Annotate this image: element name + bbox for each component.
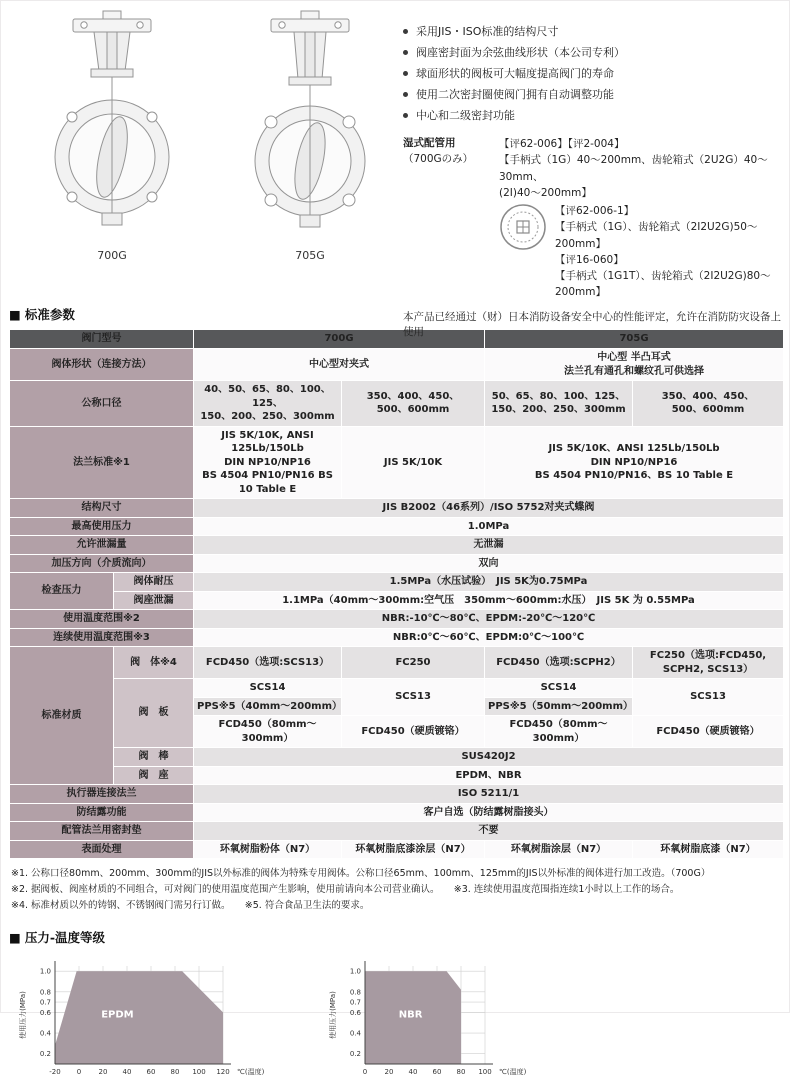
cell-surface-a: 环氧树脂粉体（N7） [194, 840, 342, 859]
wet-piping-label [403, 136, 499, 301]
table-row [10, 840, 784, 859]
feature-column [403, 21, 783, 341]
section-bullet-icon: ■ [9, 307, 21, 322]
table-row [10, 591, 784, 610]
cell-material-label: 标准材质 [10, 647, 114, 785]
svg-text:℃(温度): ℃(温度) [237, 1068, 265, 1077]
svg-text:0.4: 0.4 [349, 1030, 361, 1039]
bullet-icon [403, 92, 408, 97]
wet-piping-line: (2I)40～200mm】 [499, 186, 592, 199]
svg-text:使用压力(MPa): 使用压力(MPa) [329, 991, 337, 1040]
feature-text: 中心和二级密封功能 [416, 109, 515, 122]
cell-test-v1: 1.5MPa（水压试验） JIS 5K为0.75MPa [194, 573, 784, 592]
cell-leakage-label: 允许泄漏量 [10, 536, 194, 555]
feature-item [403, 105, 783, 126]
svg-text:100: 100 [192, 1068, 206, 1077]
svg-text:℃(温度): ℃(温度) [499, 1068, 527, 1077]
bullet-icon [403, 50, 408, 55]
valve-illustration-705g [235, 9, 385, 247]
feature-text: 球面形状的阀板可大幅度提高阀门的寿命 [416, 67, 614, 80]
table-row [10, 803, 784, 822]
cell-material-body-c: FCD450（选项:SCPH2） [485, 647, 633, 679]
cell-material-body-sub: 阀 体※4 [114, 647, 194, 679]
svg-text:0.8: 0.8 [39, 988, 51, 997]
cell-test-sub2: 阀座泄漏 [114, 591, 194, 610]
cell-material-seat-value: EPDM、NBR [194, 766, 784, 785]
cell-surface-c: 环氧树脂涂层（N7） [485, 840, 633, 859]
cell-surface-d: 环氧树脂底漆（N7） [633, 840, 784, 859]
cell-dims-label: 结构尺寸 [10, 499, 194, 518]
wet-piping-subtitle: （700Gのみ） [403, 152, 474, 165]
cell-material-disc-b3: FCD450（硬质镀铬） [342, 716, 485, 748]
cell-test-sub1: 阀体耐压 [114, 573, 194, 592]
feature-item [403, 42, 783, 63]
cell-material-stem-sub: 阀 棒 [114, 748, 194, 767]
chart-nbr [321, 952, 549, 1088]
feature-item [403, 84, 783, 105]
footnotes [11, 866, 779, 914]
table-row [10, 349, 784, 381]
feature-text: 使用二次密封圈使阀门拥有自动调整功能 [416, 88, 614, 101]
cell-model-label: 阀门型号 [10, 330, 194, 349]
table-row [10, 766, 784, 785]
cell-bore-d: 350、400、450、 500、600mm [633, 381, 784, 427]
cell-temp-label: 使用温度范围※2 [10, 610, 194, 629]
table-row [10, 610, 784, 629]
section-title-text: 压力-温度等级 [24, 930, 106, 946]
cell-material-disc-d12: SCS13 [633, 679, 784, 716]
svg-text:使用压力(MPa): 使用压力(MPa) [19, 991, 27, 1040]
wet-piping-indented-lines [555, 203, 783, 301]
svg-text:-20: -20 [49, 1068, 61, 1077]
bullet-icon [403, 113, 408, 118]
section-title-text: 标准参数 [24, 307, 75, 322]
cell-bore-b: 350、400、450、 500、600mm [342, 381, 485, 427]
cell-material-disc-a2: PPS※5（40mm～200mm） [194, 697, 342, 716]
svg-text:0.8: 0.8 [349, 988, 361, 997]
valve-caption-705g: 705G [295, 249, 325, 262]
svg-text:EPDM: EPDM [101, 1010, 134, 1022]
table-row [10, 426, 784, 499]
cell-leakage-value: 无泄漏 [194, 536, 784, 555]
valve-figures [37, 9, 385, 262]
table-row [10, 785, 784, 804]
svg-text:0.7: 0.7 [39, 999, 51, 1008]
cell-test-v2: 1.1MPa（40mm～300mm:空气压 350mm～600mm:水压） JIS 5K 为 0.55MPa [194, 591, 784, 610]
valve-figure-705g [235, 9, 385, 262]
cell-tempcont-value: NBR:0℃～60℃、EPDM:0℃～100℃ [194, 628, 784, 647]
spec-table [9, 329, 784, 859]
cell-actuatorflange-value: ISO 5211/1 [194, 785, 784, 804]
wet-piping-line: 【评16-060】 [555, 253, 624, 266]
cell-material-disc-b12: SCS13 [342, 679, 485, 716]
cell-dims-value: JIS B2002（46系列）/ISO 5752对夹式蝶阀 [194, 499, 784, 518]
table-row [10, 381, 784, 427]
cell-material-disc-a3: FCD450（80mm～300mm） [194, 716, 342, 748]
cell-direction-label: 加压方向（介质流向） [10, 554, 194, 573]
wet-piping-line: 【手柄式（1G）、齿轮箱式（2I2U2G)50～200mm】 [555, 221, 758, 250]
svg-text:20: 20 [384, 1068, 394, 1077]
table-row [10, 647, 784, 679]
cell-anticondensation-label: 防结露功能 [10, 803, 194, 822]
cell-maxpressure-value: 1.0MPa [194, 517, 784, 536]
cell-bore-c: 50、65、80、100、125、 150、200、250、300mm [485, 381, 633, 427]
svg-text:100: 100 [478, 1068, 492, 1077]
valve-figure-700g [37, 9, 187, 262]
bullet-icon [403, 29, 408, 34]
cell-surface-b: 环氧树脂底漆涂层（N7） [342, 840, 485, 859]
cell-shape-label: 阀体形状（连接方法） [10, 349, 194, 381]
feature-text: 阀座密封面为余弦曲线形状（本公司专利） [416, 46, 625, 59]
cell-bore-label: 公称口径 [10, 381, 194, 427]
feature-item [403, 63, 783, 84]
cell-temp-value: NBR:-10℃～80℃、EPDM:-20℃～120℃ [194, 610, 784, 629]
certification-row [499, 203, 783, 301]
cell-gasket-value: 不要 [194, 822, 784, 841]
svg-text:0.7: 0.7 [349, 999, 361, 1008]
feature-item [403, 21, 783, 42]
cell-flange-label: 法兰标准※1 [10, 426, 194, 499]
table-row [10, 536, 784, 555]
feature-list [403, 21, 783, 126]
svg-text:NBR: NBR [398, 1010, 423, 1022]
cell-flange-b: JIS 5K/10K [342, 426, 485, 499]
footnote: ※1. 公称口径80mm、200mm、300mm的JIS以外标准的阀体为特殊专用阀体。公称口径65mm、100mm、125mm的JIS以外标准的阀体进行加工改造。（700G） [11, 868, 711, 879]
footnote: ※4. 标准材质以外的铸钢、不锈钢阀门需另行订做。 ※5. 符合食品卫生法的要求。 [11, 900, 370, 912]
cell-flange-a: JIS 5K/10K, ANSI 125Lb/150Lb DIN NP10/NP16 BS 4504 PN10/PN16 BS 10 Table E [194, 426, 342, 499]
table-row [10, 573, 784, 592]
wet-piping-line: 【评62-006】【评2-004】 [499, 138, 625, 150]
wet-piping-line: 【评62-006-1】 [555, 205, 635, 218]
svg-text:0.4: 0.4 [39, 1030, 51, 1039]
cell-model-700g: 700G [194, 330, 485, 349]
valve-illustration-700g [37, 9, 187, 247]
svg-text:80: 80 [456, 1068, 466, 1077]
svg-text:20: 20 [98, 1068, 108, 1077]
svg-text:0.6: 0.6 [39, 1009, 51, 1018]
table-row [10, 748, 784, 767]
certification-note: 本产品已经通过（财）日本消防设备安全中心的性能评定，允许在消防防灾设备上使用 [403, 310, 781, 339]
cell-material-disc-c2: PPS※5（50mm～200mm） [485, 697, 633, 716]
cell-material-disc-c1: SCS14 [485, 679, 633, 698]
cell-maxpressure-label: 最高使用压力 [10, 517, 194, 536]
cell-test-label: 检查压力 [10, 573, 114, 610]
cell-material-seat-sub: 阀 座 [114, 766, 194, 785]
wet-piping-block [403, 136, 783, 301]
svg-text:40: 40 [122, 1068, 132, 1077]
svg-text:80: 80 [170, 1068, 180, 1077]
cell-material-body-a: FCD450（选项:SCS13） [194, 647, 342, 679]
cell-flange-705g: JIS 5K/10K、ANSI 125Lb/150Lb DIN NP10/NP16 BS 4504 PN10/PN16、BS 10 Table E [485, 426, 784, 499]
cell-model-705g: 705G [485, 330, 784, 349]
cell-material-disc-d3: FCD450（硬质镀铬） [633, 716, 784, 748]
svg-text:0.2: 0.2 [39, 1050, 51, 1059]
cell-bore-a: 40、50、65、80、100、125、 150、200、250、300mm [194, 381, 342, 427]
cell-material-disc-a1: SCS14 [194, 679, 342, 698]
cell-shape-700g: 中心型对夹式 [194, 349, 485, 381]
svg-text:0.2: 0.2 [349, 1050, 361, 1059]
cell-anticondensation-value: 客户自选（防结露树脂接头） [194, 803, 784, 822]
wet-piping-lines [499, 136, 783, 301]
cell-material-disc-sub: 阀 板 [114, 679, 194, 748]
table-row [10, 554, 784, 573]
wet-piping-title: 湿式配管用 [403, 137, 456, 149]
wet-piping-line: 【手柄式（1G）40～200mm、齿轮箱式（2U2G）40～30mm、 [499, 154, 768, 183]
cell-surface-label: 表面处理 [10, 840, 194, 859]
table-row [10, 517, 784, 536]
table-row [10, 499, 784, 518]
wet-piping-line: 【手柄式（1G1T）、齿轮箱式（2I2U2G)80～200mm】 [555, 270, 771, 299]
section-bullet-icon: ■ [9, 930, 21, 946]
feature-text: 采用JIS・ISO标准的结构尺寸 [416, 25, 559, 38]
cell-tempcont-label: 连续使用温度范围※3 [10, 628, 194, 647]
svg-text:60: 60 [146, 1068, 156, 1077]
cell-material-stem-value: SUS420J2 [194, 748, 784, 767]
table-row [10, 679, 784, 698]
valve-caption-700g: 700G [97, 249, 127, 262]
section-title-pressure-temp [9, 928, 789, 946]
bullet-icon [403, 71, 408, 76]
pressure-temp-charts [11, 952, 789, 1088]
cell-shape-705g: 中心型 半凸耳式 法兰孔有通孔和螺纹孔可供选择 [485, 349, 784, 381]
cell-material-body-d: FC250（选项:FCD450, SCPH2, SCS13） [633, 647, 784, 679]
svg-text:40: 40 [408, 1068, 418, 1077]
table-row [10, 822, 784, 841]
svg-text:120: 120 [216, 1068, 230, 1077]
svg-text:1.0: 1.0 [39, 968, 51, 977]
footnote: ※2. 据阀板、阀座材质的不同组合，可对阀门的使用温度范围产生影响，使用前请向本公司营业确认。 ※3. 连续使用温度范围指连续1小时以上工作的场合。 [11, 884, 680, 896]
cell-material-disc-c3: FCD450（80mm～300mm） [485, 716, 633, 748]
svg-text:0: 0 [362, 1068, 368, 1077]
chart-epdm [11, 952, 287, 1088]
cell-actuatorflange-label: 执行器连接法兰 [10, 785, 194, 804]
svg-text:0: 0 [76, 1068, 82, 1077]
table-row [10, 628, 784, 647]
svg-text:1.0: 1.0 [349, 968, 361, 977]
certification-seal-icon [499, 203, 547, 251]
cell-gasket-label: 配管法兰用密封垫 [10, 822, 194, 841]
svg-text:0.6: 0.6 [349, 1009, 361, 1018]
svg-text:60: 60 [432, 1068, 442, 1077]
cell-material-body-b: FC250 [342, 647, 485, 679]
cell-direction-value: 双向 [194, 554, 784, 573]
